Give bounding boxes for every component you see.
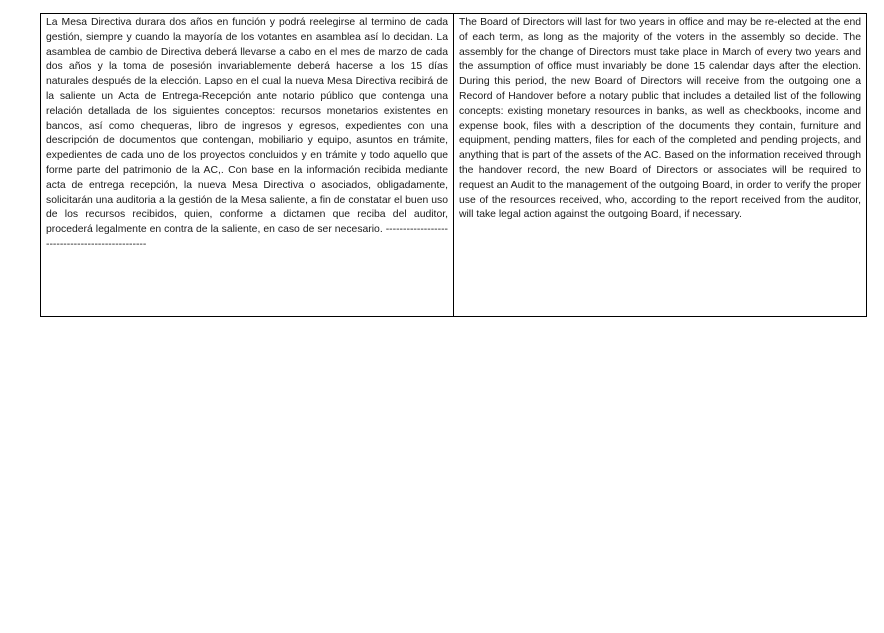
bilingual-translation-table (40, 13, 867, 317)
spanish-text-cell (41, 14, 454, 317)
table-row (41, 14, 867, 317)
english-paragraph: The Board of Directors will last for two years in office and may be re-elected at the end of each term, as long as the majority of the voters in the assembly so decide. The assembly for the change of Directors must take place in March of every two years and the assumption of office must invariably be done 15 calendar days after the election. During this period, the new Board of Directors will receive from the outgoing one a Record of Handover before a notary public that includes a detailed list of the following concepts: existing monetary resources in banks, as well as checkbooks, income and expense book, files with a description of the documents they contain, furniture and equipment, pending matters, files for each of the completed and pending projects, and anything that is part of the assets of the AC. Based on the information received through the handover record, the new Board of Directors or associates will be required to request an Audit to the management of the outgoing Board, in order to verify the proper use of the resources received, who, according to the report received from the auditor, will take legal action against the outgoing Board, if necessary. (459, 17, 861, 221)
english-text-cell (454, 14, 867, 317)
spanish-paragraph: La Mesa Directiva durara dos años en función y podrá reelegirse al termino de cada gestión, siempre y cuando la mayoría de los votantes en asamblea así lo decidan. La asamblea de cambio de Directiva deberá llevarse a cabo en el mes de marzo de cada dos años y la toma de posesión invariablemente deberá hacerse a los 15 días naturales después de la elección. Lapso en el cual la nueva Mesa Directiva recibirá de la saliente un Acta de Entrega-Recepción ante notario público que contenga una relación detallada de los siguientes conceptos: recursos monetarios existentes en bancos, así como chequeras, libro de ingresos y egresos, expedientes con una descripción de documentos que contengan, mobiliario y equipo, asuntos en trámite, expedientes de cada uno de los proyectos concluidos y en trámite y todo aquello que forme parte del patrimonio de la AC,. Con base en la información recibida mediante acta de entrega recepción, la nueva Mesa Directiva o asociados, obligadamente, solicitarán una auditoria a la gestión de la Mesa saliente, a fin de constatar el buen uso de los recursos recibidos, quien, conforme a dictamen que reciba del auditor, procederá legalmente en contra de la saliente, en caso de ser necesario. ----------------------------------------------- (46, 17, 448, 250)
